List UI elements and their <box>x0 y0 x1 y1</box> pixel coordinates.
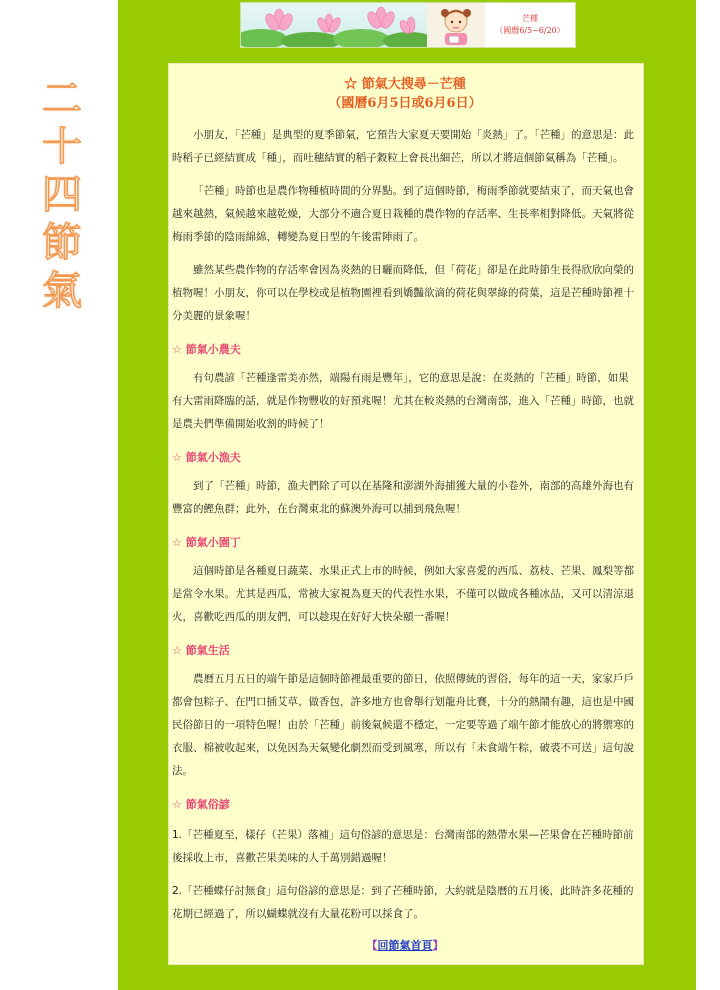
side-title-char: 十 <box>42 124 82 170</box>
bracket-close: 】 <box>432 939 444 952</box>
back-to-solar-terms-home-link[interactable]: 回節氣首頁 <box>377 939 433 952</box>
lotus-illustration <box>241 3 427 47</box>
article-title: ☆ 節氣大搜尋－芒種 <box>344 77 466 92</box>
girl-tea-icon <box>427 3 485 47</box>
article <box>172 74 638 957</box>
side-title-char: 節 <box>42 220 82 266</box>
proverb-item: 2.「芒種蝶仔討無食」這句俗諺的意思是：到了芒種時節，大約就是陰曆的五月後，此時許多花種的花期已經過了，所以蝴蝶就沒有大量花粉可以採食了。 <box>172 885 634 920</box>
proverb-item: 1.「芒種夏至，樣仔（芒果）落補」這句俗諺的意思是：台灣南部的熱帶水果—芒果會在芒種時節前後採收上市，喜歡芒果美味的人千萬別錯過喔！ <box>172 829 634 864</box>
section-paragraph: 農曆五月五日的端午節是這個時節裡最重要的節日，依照傳統的習俗，每年的這一天，家家戶戶都會包粽子、在門口插艾草、做香包，許多地方也會舉行划龍舟比賽，十分的熱鬧有趣，這也是中國民俗節日的一項特色喔！由於「芒種」前後氣候還不穩定，一定要等過了端午節才能放心的將禦寒的衣服、棉被收起來，以免因為天氣變化劇烈而受到風寒，所以有「未食端午粽，破裘不可送」這句說法。 <box>172 673 634 777</box>
section-paragraph: 有句農諺「芒種逢雷美亦然，端陽有雨是豐年」，它的意思是說：在炎熱的「芒種」時節，如果有大雷雨降臨的話，就是作物豐收的好預兆喔！尤其在較炎熱的台灣南部，進入「芒種」時節，也就是農夫們準備開始收割的時候了！ <box>172 372 634 430</box>
intro-paragraph: 小朋友，「芒種」是典型的夏季節氣，它預告大家夏天要開始「炎熱」了。「芒種」的意思是：此時稻子已經結實成「種」，而吐穗結實的稻子穀粒上會長出細芒，所以才將這個節氣稱為「芒種」。 <box>172 129 634 164</box>
section-paragraph: 這個時節是各種夏日蔬菜、水果正式上市的時候，例如大家喜愛的西瓜、荔枝、芒果、鳳梨等都是當令水果。尤其是西瓜，常被大家視為夏天的代表性水果，不僅可以做成各種冰品，又可以清涼退火，喜歡吃西瓜的朋友們，可以趁現在好好大快朵頤一番喔！ <box>172 565 634 623</box>
section-heading-fisher: ☆ 節氣小漁夫 <box>172 451 241 464</box>
header-banner <box>240 2 576 48</box>
section-heading-proverbs: ☆ 節氣俗諺 <box>172 798 230 811</box>
section-heading-gardener: ☆ 節氣小園丁 <box>172 536 241 549</box>
section-heading-farmer: ☆ 節氣小農夫 <box>172 343 241 356</box>
banner-text <box>485 3 575 47</box>
bracket-open: 【 <box>366 939 378 952</box>
home-link-wrapper <box>172 934 638 957</box>
lotus-icon <box>241 3 427 47</box>
side-vertical-title <box>40 75 84 315</box>
side-title-char: 二 <box>42 76 82 122</box>
intro-paragraph: 「芒種」時節也是農作物種植時間的分界點。到了這個時節，梅雨季節就要結束了，而天氣也會越來越熱，氣候越來越乾燥，大部分不適合夏日栽種的農作物的存活率、生長率相對降低。天氣將從梅雨季節的陰雨綿綿，轉變為夏日型的午後雷陣雨了。 <box>172 185 634 243</box>
solar-term-date-range: （國曆6/5~6/20） <box>495 26 565 35</box>
section-paragraph: 到了「芒種」時節，漁夫們除了可以在基隆和澎湖外海捕獲大量的小卷外，南部的高雄外海也有豐富的鰹魚群；此外，在台灣東北的蘇澳外海可以捕到飛魚喔！ <box>172 480 634 515</box>
article-subtitle: （國曆6月5日或6月6日） <box>328 96 482 111</box>
side-title-char: 四 <box>42 172 82 218</box>
girl-illustration <box>427 3 485 47</box>
intro-paragraph: 雖然某些農作物的存活率會因為炎熱的日曬而降低，但「荷花」卻是在此時節生長得欣欣向榮的植物喔！小朋友，你可以在學校或是植物園裡看到嬌豔欲滴的荷花與翠綠的荷葉，這是芒種時節裡十分美麗的景象喔！ <box>172 264 634 322</box>
side-title-char: 氣 <box>42 268 82 314</box>
solar-term-name: 芒種 <box>522 14 538 23</box>
section-heading-life: ☆ 節氣生活 <box>172 644 230 657</box>
